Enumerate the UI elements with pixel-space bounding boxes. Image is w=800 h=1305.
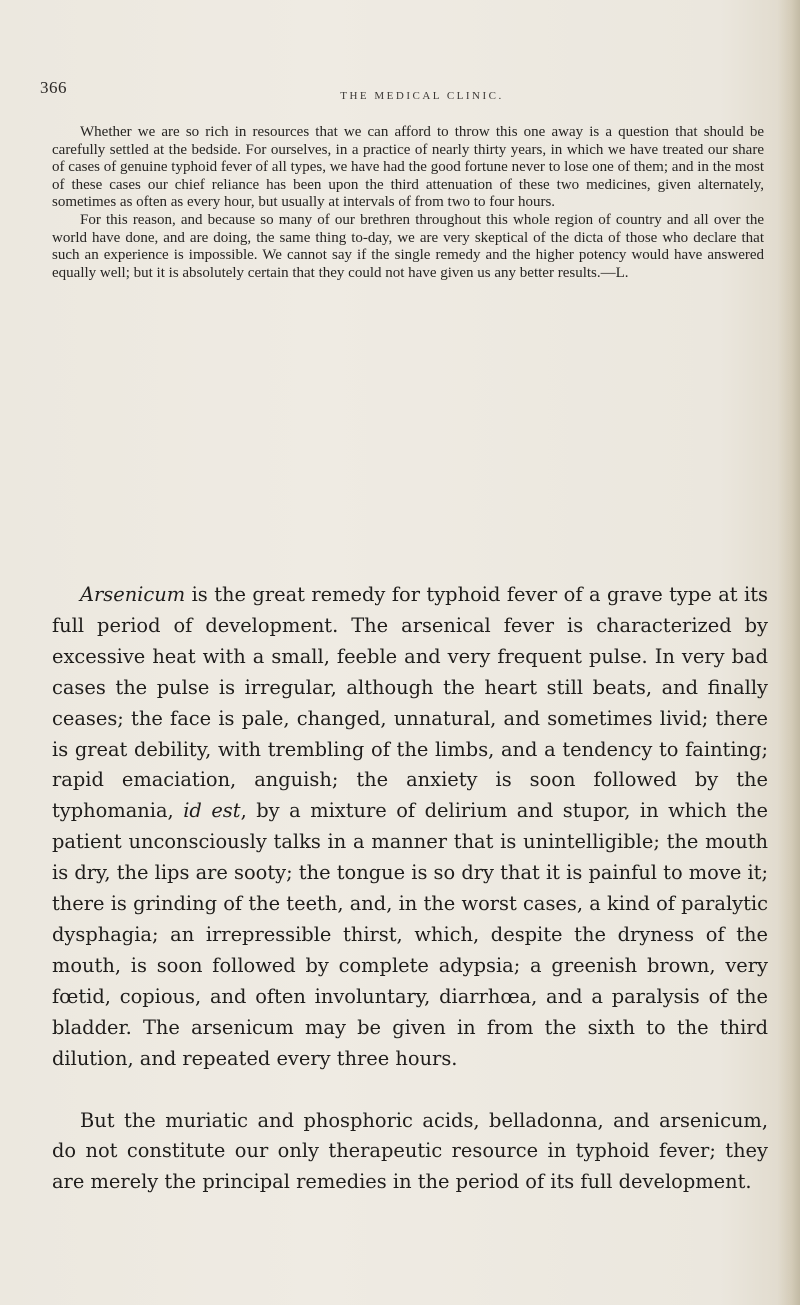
- body-text: , by a mixture of delirium and stupor, in which the patient unconsciously talks in a manner that is unintelligible; the mouth is dry, the lips are sooty; the tongue is so dry that it is painful to move it; there is grinding of the teeth, and, in the worst cases, a kind of paralytic dysphagia; an irrepressible thirst, which, despite the dryness of the mouth, is soon followed by complete adypsia; a greenish brown, very fœtid, copious, and often involuntary, diarrhœa, and a paralysis of the bladder. The arsenicum may be given in from the sixth to the third dilution, and repeated every three hours.: [52, 799, 768, 1070]
- body-paragraph: [52, 580, 768, 1075]
- footnote-block: [52, 124, 764, 282]
- body-text: is the great remedy for typhoid fever of a grave type at its full period of development. The arsenical fever is characterized by excessive heat with a small, feeble and very frequent pulse. In very bad cases the pulse is irregular, although the heart still beats, and finally ceases; the face is pale, changed, unnatural, and sometimes livid; there is great debility, with trembling of the limbs, and a tendency to fainting; rapid emaciation, anguish; the anxiety is soon followed by the typhomania,: [52, 583, 768, 823]
- main-text: [52, 580, 768, 1198]
- latin-phrase: id est: [183, 799, 241, 823]
- footnote-paragraph: Whether we are so rich in resources that we can afford to throw this one away is a question that should be carefully settled at the bedside. For ourselves, in a practice of nearly thirty years, in which we have treated our share of cases of genuine typhoid fever of all types, we have had the good fortune never to lose one of them; and in the most of these cases our chief reliance has been upon the third attenuation of these two medicines, given alternately, sometimes as often as every hour, but usually at intervals of from two to four hours.: [52, 124, 764, 211]
- remedy-name: Arsenicum: [80, 583, 186, 606]
- page-number: 366: [40, 78, 67, 97]
- running-head: THE MEDICAL CLINIC.: [340, 90, 504, 102]
- page-edge-stain: [778, 0, 800, 1305]
- body-paragraph: But the muriatic and phosphoric acids, belladonna, and arsenicum, do not constitute our only therapeutic resource in typhoid fever; they are merely the principal remedies in the period of its full development.: [52, 1108, 768, 1194]
- footnote-paragraph: For this reason, and because so many of our brethren throughout this whole region of country and all over the world have done, and are doing, the same thing to-day, we are very skeptical of the dicta of those who declare that such an experience is impossible. We cannot say if the single remedy and the higher potency would have answered equally well; but it is absolutely certain that they could not have given us any better results.—L.: [52, 211, 764, 281]
